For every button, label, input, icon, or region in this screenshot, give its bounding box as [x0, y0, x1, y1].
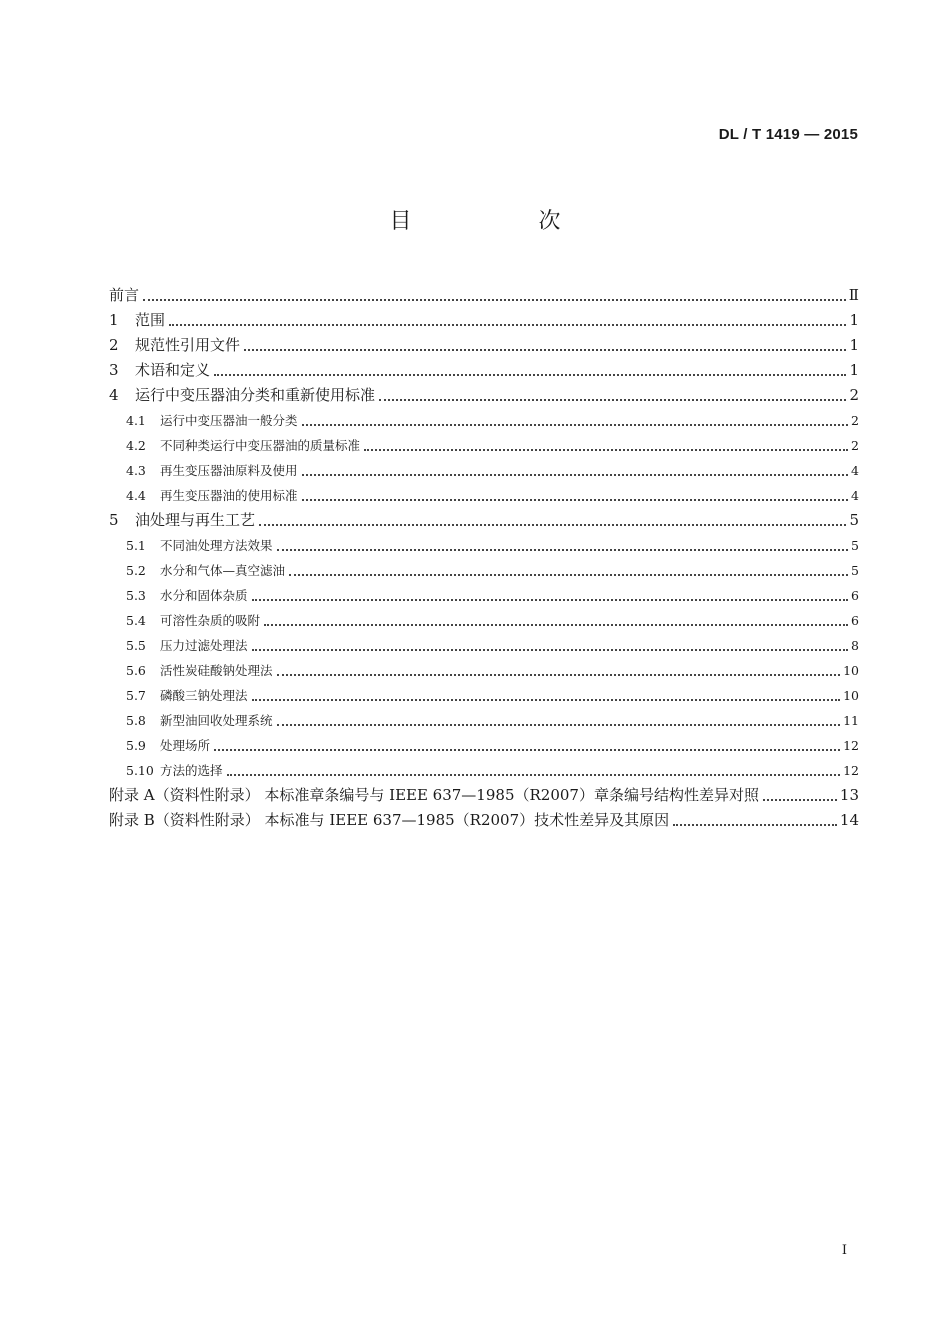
toc-entry-page: 2 — [851, 438, 859, 453]
toc-entry[interactable] — [109, 633, 859, 658]
dot-leader — [289, 574, 848, 576]
toc-entry[interactable] — [109, 383, 859, 408]
toc-entry-number: 5.1 — [126, 538, 146, 553]
toc-entry[interactable] — [109, 483, 859, 508]
toc-entry-title: 术语和定义 — [135, 361, 211, 379]
page-number: I — [841, 1243, 847, 1258]
toc-entry-number: 4.2 — [126, 438, 146, 453]
toc-entry-number: 4 — [109, 386, 119, 404]
toc-entry[interactable] — [109, 308, 859, 333]
standard-code: DL / T 1419 — 2015 — [718, 126, 858, 143]
dot-leader — [277, 724, 841, 726]
toc-entry[interactable] — [109, 808, 859, 833]
toc-entry-title: 活性炭硅酸钠处理法 — [160, 663, 273, 678]
toc-entry-title: 再生变压器油的使用标准 — [160, 488, 298, 503]
dot-leader — [214, 374, 846, 376]
toc-entry-page: 1 — [849, 361, 859, 379]
toc-entry[interactable] — [109, 283, 859, 308]
toc-entry-number: 5.5 — [126, 638, 146, 653]
toc-entry[interactable] — [109, 358, 859, 383]
toc-entry[interactable] — [109, 533, 859, 558]
toc-title: 目 次 — [389, 209, 621, 234]
toc-entry-number: 5.4 — [126, 613, 146, 628]
toc-entry-number: 5.6 — [126, 663, 146, 678]
toc-entry-page: 12 — [843, 738, 859, 753]
toc-entry-number: 5.8 — [126, 713, 146, 728]
toc-entry[interactable] — [109, 733, 859, 758]
toc-entry-page: 11 — [843, 713, 859, 728]
dot-leader — [277, 674, 841, 676]
toc-entry-page: 5 — [851, 538, 859, 553]
toc-entry-number: 5.9 — [126, 738, 146, 753]
toc-entry-page: 12 — [843, 763, 859, 778]
dot-leader — [169, 324, 846, 326]
toc-entry-title: 范围 — [135, 311, 166, 329]
dot-leader — [264, 624, 848, 626]
toc-entry[interactable] — [109, 408, 859, 433]
toc-entry-page: 8 — [851, 638, 859, 653]
toc-entry-page: 6 — [851, 588, 859, 603]
toc-entry-title: 不同种类运行中变压器油的质量标准 — [160, 438, 361, 453]
dot-leader — [763, 799, 837, 801]
toc-entry-title: 处理场所 — [160, 738, 211, 753]
toc-entry-title: 压力过滤处理法 — [160, 638, 248, 653]
toc-entry-page: 4 — [851, 488, 859, 503]
dot-leader — [227, 774, 841, 776]
dot-leader — [364, 449, 848, 451]
toc-entry-page: 10 — [843, 663, 859, 678]
toc-entry[interactable] — [109, 583, 859, 608]
toc-entry[interactable] — [109, 433, 859, 458]
toc-entry-title: 可溶性杂质的吸附 — [160, 613, 261, 628]
toc-entry[interactable] — [109, 608, 859, 633]
toc-entry[interactable] — [109, 508, 859, 533]
toc-entry-number: 5.2 — [126, 563, 146, 578]
dot-leader — [252, 649, 849, 651]
toc-entry-page: 13 — [839, 786, 859, 804]
toc-entry-page: Ⅱ — [848, 286, 859, 304]
toc-entry-number: 4.3 — [126, 463, 146, 478]
toc-entry-number: 4.1 — [126, 413, 146, 428]
table-of-contents — [109, 283, 859, 833]
dot-leader — [302, 474, 849, 476]
toc-entry-title: 油处理与再生工艺 — [135, 511, 256, 529]
toc-entry[interactable] — [109, 683, 859, 708]
toc-entry-page: 5 — [851, 563, 859, 578]
toc-entry-title: 前言 — [109, 286, 140, 304]
toc-entry-page: 1 — [849, 336, 859, 354]
dot-leader — [244, 349, 846, 351]
toc-entry-number: 3 — [109, 361, 119, 379]
dot-leader — [252, 599, 849, 601]
toc-entry-title: 附录 B（资料性附录） 本标准与 IEEE 637—1985（R2007）技术性差异及其原因 — [109, 811, 670, 829]
dot-leader — [302, 424, 849, 426]
dot-leader — [379, 399, 846, 401]
toc-entry-title: 运行中变压器油一般分类 — [160, 413, 298, 428]
toc-entry-page: 2 — [849, 386, 859, 404]
toc-entry-title: 方法的选择 — [160, 763, 223, 778]
dot-leader — [302, 499, 849, 501]
toc-entry-number: 2 — [109, 336, 119, 354]
toc-entry-number: 4.4 — [126, 488, 146, 503]
toc-entry-title: 附录 A（资料性附录） 本标准章条编号与 IEEE 637—1985（R2007）章条编号结构性差异对照 — [109, 786, 759, 804]
dot-leader — [143, 299, 846, 301]
toc-entry[interactable] — [109, 458, 859, 483]
toc-entry-page: 14 — [839, 811, 859, 829]
toc-entry-page: 1 — [849, 311, 859, 329]
toc-entry-title: 运行中变压器油分类和重新使用标准 — [135, 386, 376, 404]
toc-entry-number: 5 — [109, 511, 119, 529]
toc-entry-page: 10 — [843, 688, 859, 703]
toc-entry-title: 水分和固体杂质 — [160, 588, 248, 603]
toc-entry-title: 磷酸三钠处理法 — [160, 688, 248, 703]
toc-entry[interactable] — [109, 558, 859, 583]
toc-entry-page: 4 — [851, 463, 859, 478]
dot-leader — [214, 749, 840, 751]
toc-entry-title: 新型油回收处理系统 — [160, 713, 273, 728]
toc-entry-page: 2 — [851, 413, 859, 428]
toc-entry-page: 6 — [851, 613, 859, 628]
toc-entry-title: 规范性引用文件 — [135, 336, 241, 354]
toc-entry[interactable] — [109, 758, 859, 783]
toc-entry-number: 5.10 — [126, 763, 154, 778]
toc-entry-page: 5 — [849, 511, 859, 529]
toc-entry[interactable] — [109, 708, 859, 733]
dot-leader — [252, 699, 841, 701]
dot-leader — [673, 824, 837, 826]
toc-entry-title: 再生变压器油原料及使用 — [160, 463, 298, 478]
dot-leader — [259, 524, 846, 526]
toc-entry-number: 1 — [109, 311, 119, 329]
toc-entry-number: 5.3 — [126, 588, 146, 603]
toc-entry[interactable] — [109, 783, 859, 808]
toc-entry-number: 5.7 — [126, 688, 146, 703]
toc-entry-title: 水分和气体—真空滤油 — [160, 563, 286, 578]
dot-leader — [277, 549, 849, 551]
toc-entry-title: 不同油处理方法效果 — [160, 538, 273, 553]
toc-entry[interactable] — [109, 333, 859, 358]
toc-entry[interactable] — [109, 658, 859, 683]
